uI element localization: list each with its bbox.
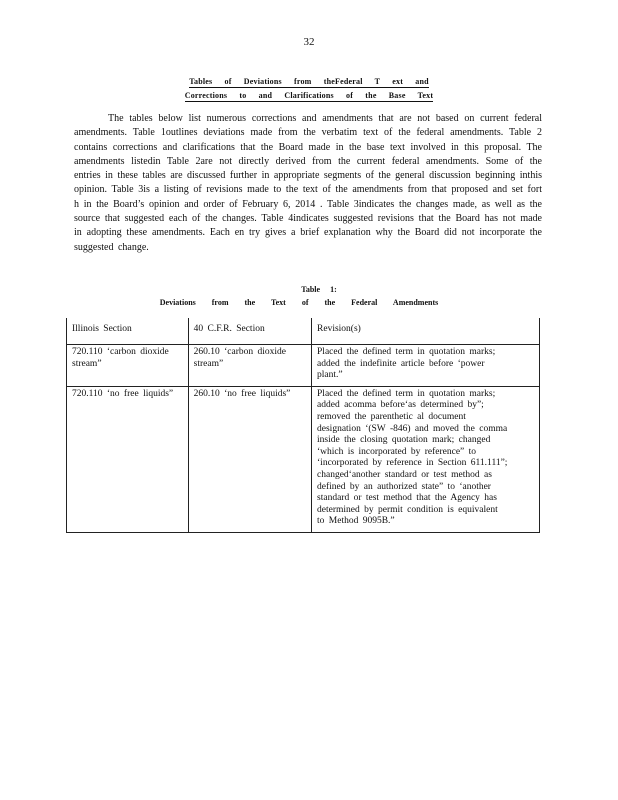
heading-line-1: Tables of Deviations from theFederal T ext and [189, 77, 429, 86]
section-heading [0, 75, 618, 103]
cell-revision: Placed the defined term in quotation marks; added acomma before‘as determined by”; removed the parenthetic al document designation ‘(SW -846) and moved the comma inside the closing quotation mark; changed ‘which is incorporated by reference” to ‘incorporated by reference in Section 611.111”; changed‘another standard or test method as defined by an authorized state” to ‘another standard or test method that the Agency has determined by permit condition is equivalent to Method 9095B.” [312, 386, 540, 532]
cell-cfr-section: 260.10 ‘no free liquids” [188, 386, 311, 532]
table-title [0, 283, 618, 309]
table-title-line-2: Deviations from the Text of the Federal Amendments [159, 298, 439, 307]
deviations-table [66, 318, 540, 533]
table-row [67, 386, 540, 532]
header-illinois-section: Illinois Section [67, 318, 189, 345]
cell-illinois-section: 720.110 ‘carbon dioxide stream” [67, 345, 189, 387]
cell-cfr-section: 260.10 ‘carbon dioxide stream” [188, 345, 311, 387]
cell-illinois-section: 720.110 ‘no free liquids” [67, 386, 189, 532]
intro-paragraph: The tables below list numerous corrections and amendments that are not based on current federal amendments. Table 1outlines deviations made from the verbatim text of the federal amendments. Table 2 contains corrections and clarifications that the Board made in the base text involved in this proposal. The amendments listedin Table 2are not directly derived from the current federal amendments. Some of the entries in these tables are discussed further in appropriate segments of the general discussion beginning inthis opinion. Table 3is a listing of revisions made to the text of the amendments from that proposed and set fort h in the Board’s opinion and order of February 6, 2014 . Table 3indicates the changes made, as well as the source that suggested each of the changes. Table 4indicates suggested revisions that the Board has not made in adopting these amendments. Each en try gives a brief explanation why the Board did not incorporate the suggested change. [74, 113, 542, 253]
table-title-line-1: Table 1: [301, 285, 337, 294]
cell-revision: Placed the defined term in quotation marks; added the indefinite article before ‘power plant.” [312, 345, 540, 387]
table-header-row [67, 318, 540, 345]
table-row [67, 345, 540, 387]
header-cfr-section: 40 C.F.R. Section [188, 318, 311, 345]
header-revisions: Revision(s) [312, 318, 540, 345]
heading-line-2: Corrections to and Clarifications of the Base Text [184, 91, 434, 100]
page-number: 32 [303, 36, 315, 48]
